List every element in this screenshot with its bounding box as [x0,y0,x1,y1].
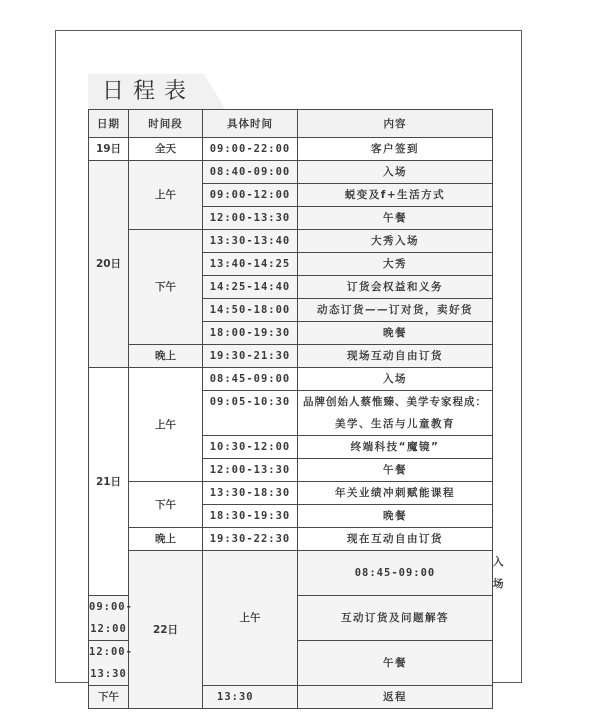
content-cell: 午餐 [298,641,493,686]
content-cell: 入场 [298,161,493,184]
page-title: 日程表 [102,79,196,104]
table-row [89,368,493,391]
date-cell: 20日 [89,161,129,368]
time-cell: 09:05-10:30 [203,391,298,436]
time-cell: 09:00-12:00 [203,184,298,207]
segment-cell: 下午 [129,230,203,345]
segment-cell: 下午 [89,686,129,709]
time-cell: 13:40-14:25 [203,253,298,276]
time-cell: 19:30-22:30 [203,528,298,551]
time-cell: 08:45-09:00 [203,368,298,391]
table-row [89,482,493,505]
time-cell: 10:30-12:00 [203,436,298,459]
content-cell: 大秀 [298,253,493,276]
content-cell [298,391,493,436]
content-cell: 晚餐 [298,505,493,528]
time-cell: 18:00-19:30 [203,322,298,345]
header-date: 日期 [89,110,129,138]
time-cell: 12:00-13:30 [89,641,129,686]
date-cell: 22日 [129,551,203,709]
time-cell: 18:30-19:30 [203,505,298,528]
time-cell: 08:40-09:00 [203,161,298,184]
table-header-row [89,110,493,138]
header-time: 具体时间 [203,110,298,138]
time-cell: 09:00-22:00 [203,138,298,161]
content-cell: 晚餐 [298,322,493,345]
content-cell: 入场 [298,368,493,391]
content-cell: 现在互动自由订货 [298,528,493,551]
segment-cell: 全天 [129,138,203,161]
time-cell: 12:00-13:30 [203,207,298,230]
segment-cell: 下午 [129,482,203,528]
table-row [89,528,493,551]
time-cell: 13:30 [203,686,298,709]
table-row [89,551,493,596]
table-row [89,138,493,161]
table-row [89,161,493,184]
header-content: 内容 [298,110,493,138]
time-cell: 19:30-21:30 [203,345,298,368]
time-cell: 13:30-18:30 [203,482,298,505]
table-row [89,230,493,253]
time-cell: 14:50-18:00 [203,299,298,322]
content-cell: 客户签到 [298,138,493,161]
segment-cell: 晚上 [129,345,203,368]
time-cell: 09:00-12:00 [89,596,129,641]
content-cell: 现场互动自由订货 [298,345,493,368]
content-cell: 动态订货——订对货，卖好货 [298,299,493,322]
time-cell: 12:00-13:30 [203,459,298,482]
segment-cell: 晚上 [129,528,203,551]
content-cell: 午餐 [298,207,493,230]
time-cell: 14:25-14:40 [203,276,298,299]
content-line-2: 美学、生活与儿童教育 [335,418,455,430]
content-cell: 午餐 [298,459,493,482]
time-cell: 08:45-09:00 [298,551,493,596]
content-cell: 互动订货及问题解答 [298,596,493,641]
date-cell: 19日 [89,138,129,161]
segment-cell: 上午 [129,368,203,482]
table-row [89,345,493,368]
date-cell: 21日 [89,368,129,596]
header-segment: 时间段 [129,110,203,138]
content-cell: 大秀入场 [298,230,493,253]
time-cell: 13:30-13:40 [203,230,298,253]
content-cell: 返程 [298,686,493,709]
segment-cell: 上午 [203,551,298,686]
schedule-table [88,109,493,709]
content-cell: 终端科技“魔镜” [298,436,493,459]
content-cell: 订货会权益和义务 [298,276,493,299]
content-cell: 年关业绩冲刺赋能课程 [298,482,493,505]
segment-cell: 上午 [129,161,203,230]
content-cell: 蜕变及f+生活方式 [298,184,493,207]
content-line-1: 品牌创始人蔡惟臻、美学专家程成： [303,396,487,408]
